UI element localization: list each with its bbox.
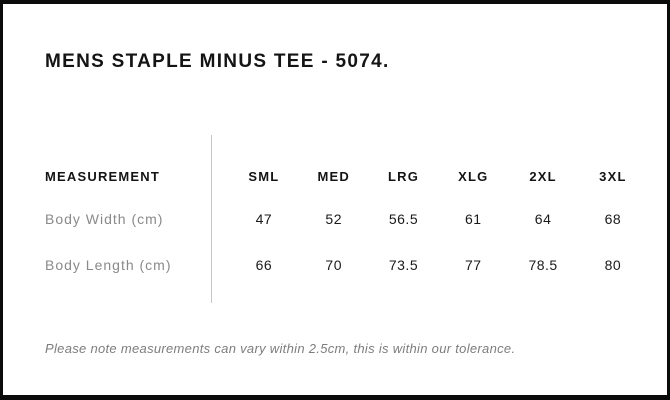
column-header-sml: SML — [248, 168, 280, 184]
body-length-med: 70 — [325, 257, 342, 273]
column-gap — [211, 210, 229, 228]
body-width-3xl: 68 — [604, 211, 622, 227]
tolerance-note: Please note measurements can vary within 2.5cm, this is within our tolerance. — [45, 341, 516, 356]
body-length-2xl: 78.5 — [528, 257, 558, 273]
page-title: MENS STAPLE MINUS TEE - 5074. — [45, 51, 390, 72]
body-width-xlg: 61 — [465, 211, 482, 227]
body-width-2xl: 64 — [534, 211, 552, 227]
column-header-3xl: 3XL — [599, 168, 627, 184]
body-length-sml: 66 — [255, 257, 273, 273]
row-label-body-width: Body Width (cm) — [45, 211, 164, 227]
column-gap — [211, 167, 229, 185]
column-header-med: MED — [317, 168, 350, 184]
body-length-3xl: 80 — [604, 257, 622, 273]
table-row-body-width — [45, 210, 648, 228]
table-row-body-length — [45, 256, 648, 274]
body-width-med: 52 — [325, 211, 342, 227]
body-length-lrg: 73.5 — [388, 257, 419, 273]
body-length-xlg: 77 — [465, 257, 482, 273]
row-label-body-length: Body Length (cm) — [45, 257, 172, 273]
column-header-2xl: 2XL — [529, 168, 557, 184]
body-width-sml: 47 — [255, 211, 273, 227]
table-header-row — [45, 167, 648, 185]
column-header-xlg: XLG — [458, 168, 489, 184]
column-header-measurement: MEASUREMENT — [45, 168, 161, 184]
column-gap — [211, 256, 229, 274]
body-width-lrg: 56.5 — [388, 211, 419, 227]
column-header-lrg: LRG — [387, 168, 420, 184]
